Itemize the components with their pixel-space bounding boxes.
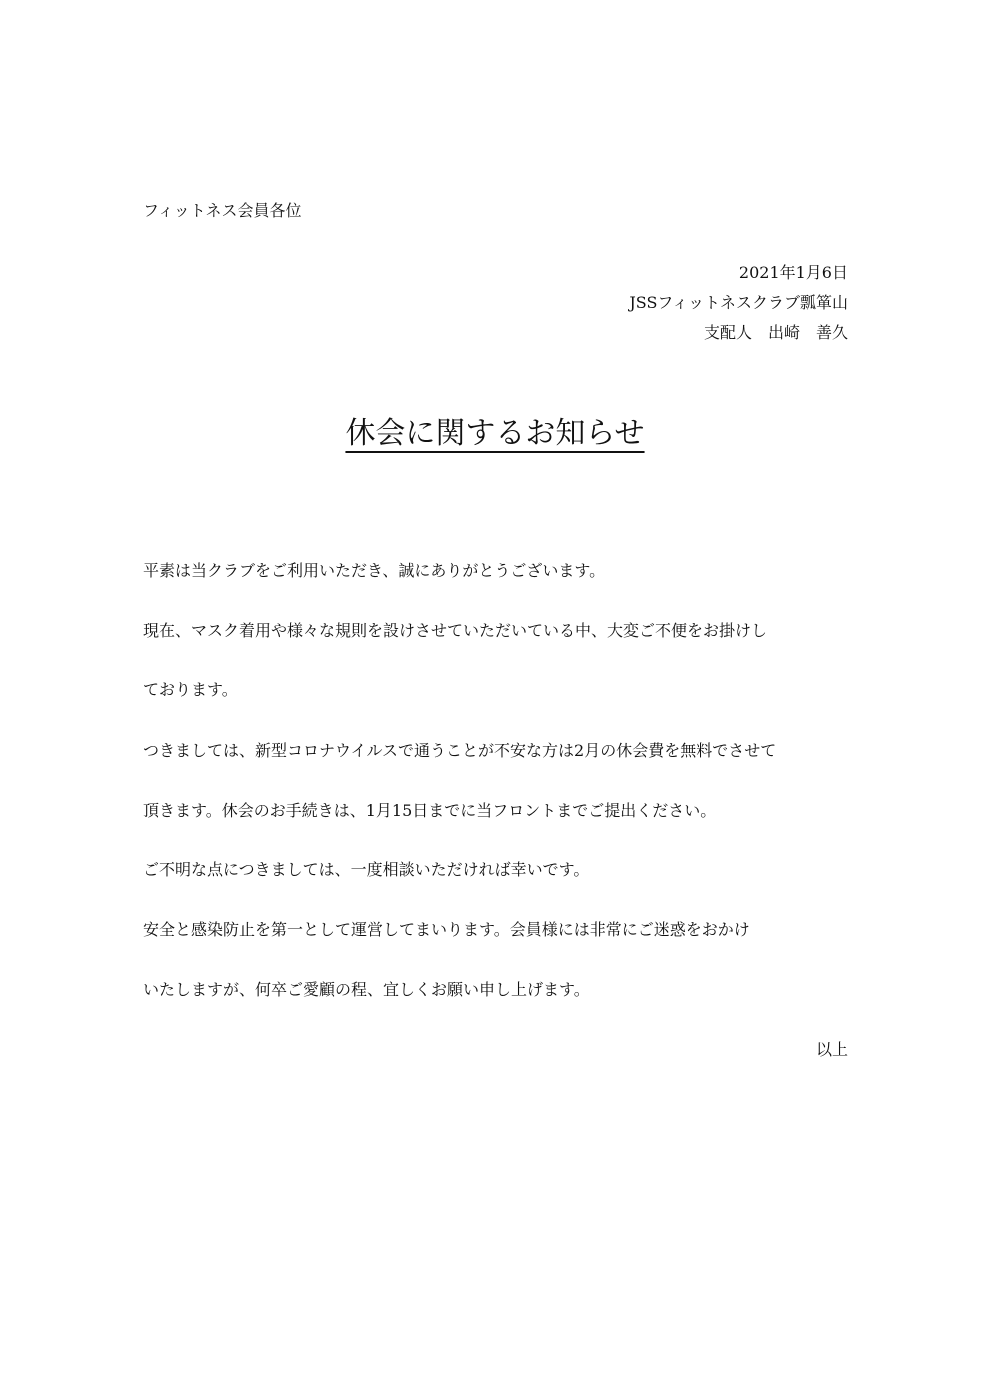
sender-manager: 支配人 出崎 善久 [703,323,848,342]
notice-title-wrapper [0,412,990,456]
closing-mark: 以上 [815,1040,848,1059]
body-line-6: ご不明な点につきましては、一度相談いただければ幸いです。 [143,860,590,879]
issue-date: 2021年1月6日 [738,263,848,282]
body-line-5: 頂きます。休会のお手続きは、1月15日までに当フロントまでご提出ください。 [143,801,717,820]
body-line-2: 現在、マスク着用や様々な規則を設けさせていただいている中、大変ご不便をお掛けし [143,621,768,640]
body-line-7: 安全と感染防止を第一として運営してまいります。会員様には非常にご迷惑をおかけ [143,920,750,939]
body-line-4: つきましては、新型コロナウイルスで通うことが不安な方は2月の休会費を無料でさせて [143,741,777,760]
body-line-3: ております。 [143,680,238,699]
body-line-1: 平素は当クラブをご利用いただき、誠にありがとうございます。 [143,561,606,580]
body-line-8: いたしますが、何卒ご愛顧の程、宜しくお願い申し上げます。 [143,980,590,999]
sender-organization: JSSフィットネスクラブ瓢箪山 [629,293,848,312]
sender-block [629,258,848,348]
notice-title: 休会に関するお知らせ [345,416,645,451]
addressee: フィットネス会員各位 [143,201,302,220]
